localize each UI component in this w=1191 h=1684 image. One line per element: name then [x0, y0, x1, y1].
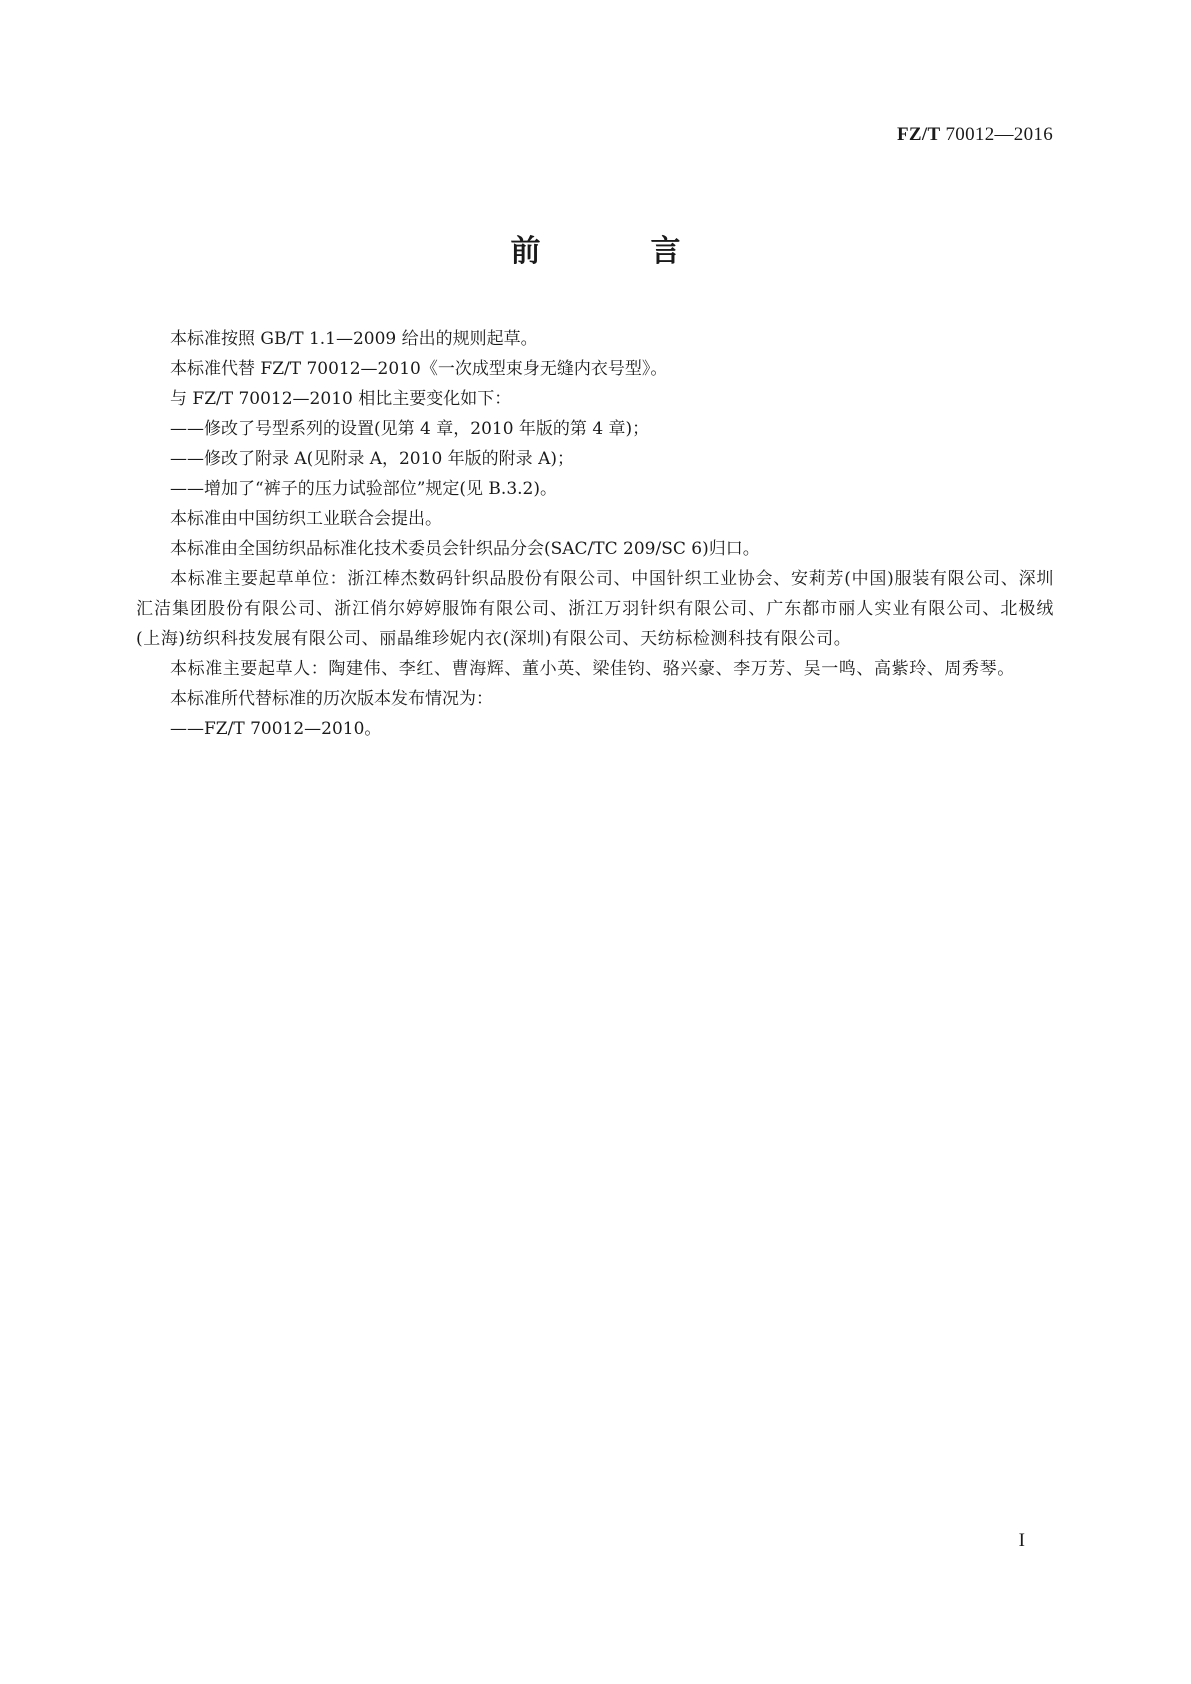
paragraph-history-intro: 本标准所代替标准的历次版本发布情况为： — [170, 689, 493, 709]
paragraph-changes-intro: 与 FZ/T 70012—2010 相比主要变化如下： — [170, 389, 512, 409]
standard-code-prefix: FZ/T — [897, 124, 941, 145]
change-item-2: ——修改了附录 A(见附录 A，2010 年版的附录 A)； — [170, 449, 574, 469]
paragraph-drafting-rules: 本标准按照 GB/T 1.1—2009 给出的规则起草。 — [170, 329, 538, 349]
paragraph-centralized-by: 本标准由全国纺织品标准化技术委员会针织品分会(SAC/TC 209/SC 6)归口。 — [170, 539, 760, 559]
change-item-3: ——增加了“裤子的压力试验部位”规定(见 B.3.2)。 — [170, 479, 557, 499]
standard-code — [897, 124, 1053, 146]
page-number: I — [1018, 1530, 1025, 1551]
standard-code-number: 70012—2016 — [945, 124, 1053, 145]
paragraph-replaces: 本标准代替 FZ/T 70012—2010《一次成型束身无缝内衣号型》。 — [170, 359, 668, 379]
change-item-1: ——修改了号型系列的设置(见第 4 章，2010 年版的第 4 章)； — [170, 419, 650, 439]
foreword-body — [136, 324, 1054, 744]
page-title: 前 言 — [510, 234, 721, 269]
paragraph-proposed-by: 本标准由中国纺织工业联合会提出。 — [170, 509, 442, 529]
paragraph-drafting-units: 本标准主要起草单位：浙江棒杰数码针织品股份有限公司、中国针织工业协会、安莉芳(中国)服装有限公司、深圳汇洁集团股份有限公司、浙江俏尔婷婷服饰有限公司、浙江万羽针织有限公司、广东都市丽人实业有限公司、北极绒(上海)纺织科技发展有限公司、丽晶维珍妮内衣(深圳)有限公司、天纺标检测科技有限公司。 — [136, 569, 1054, 649]
paragraph-drafters: 本标准主要起草人：陶建伟、李红、曹海辉、董小英、梁佳钧、骆兴豪、李万芳、吴一鸣、高紫玲、周秀琴。 — [170, 659, 1015, 679]
history-item-1: ——FZ/T 70012—2010。 — [170, 719, 382, 739]
